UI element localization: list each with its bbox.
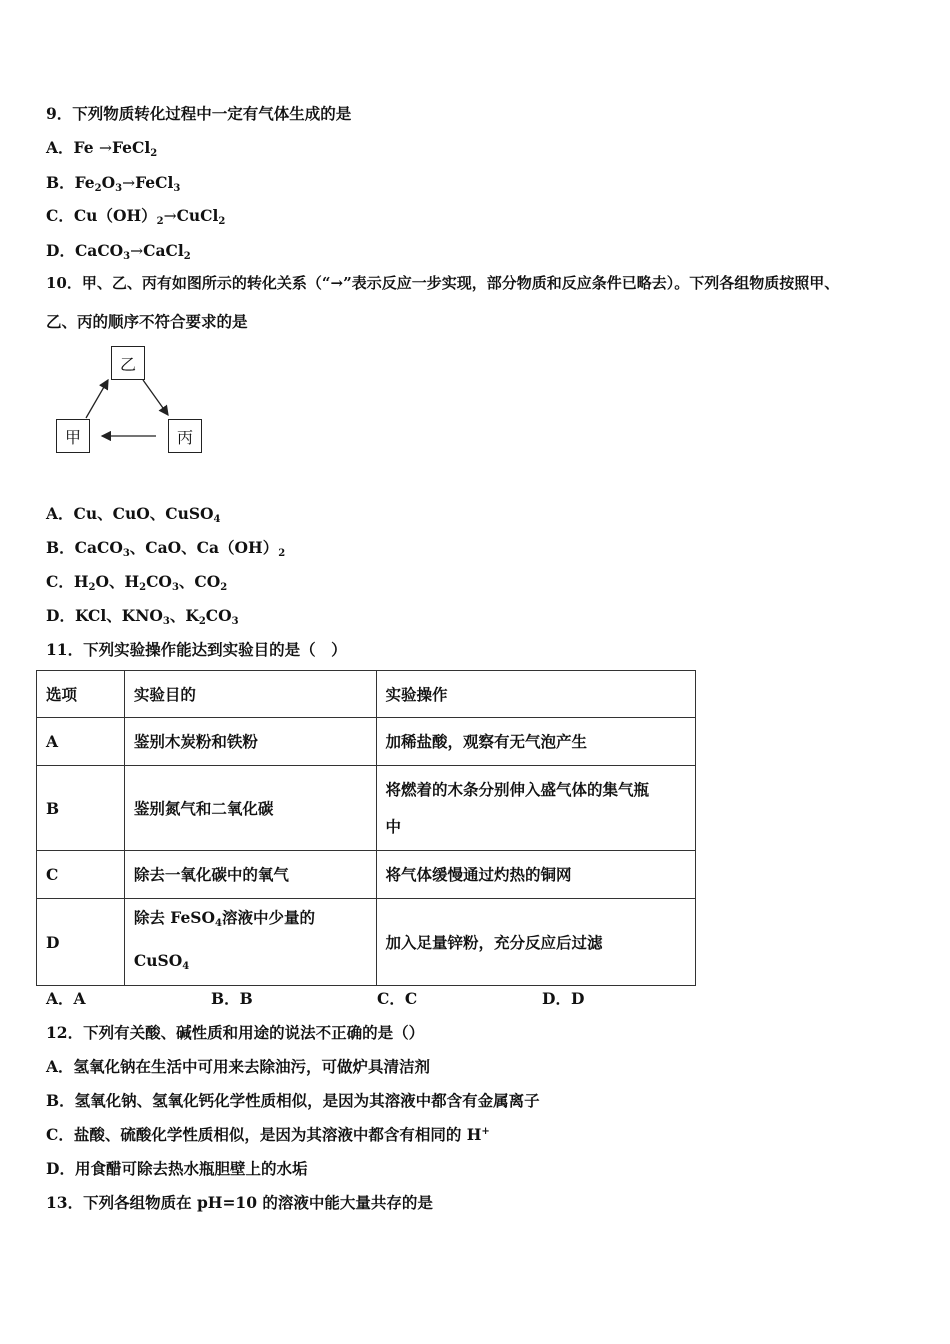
row-purpose: 除去一氧化碳中的氧气 [124,851,376,899]
experiment-table [36,670,696,986]
q12-option-d: D．用食醋可除去热水瓶胆壁上的水垢 [46,1159,308,1178]
node-yi: 乙 [111,346,145,380]
q10-option-b: B．CaCO$_3$、CaO、$Ca(OH)_2$ [46,538,286,559]
row-option: A [37,718,125,766]
q9-option-b: B．$Fe_2O_3\to FeCl_3$ [46,173,181,194]
node-bing: 丙 [168,419,202,453]
row-operation: 将气体缓慢通过灼热的铜网 [376,851,695,899]
q12-option-b: B．氢氧化钠、氢氧化钙化学性质相似，是因为其溶液中都含有金属离子 [46,1091,540,1110]
q10-option-a: A．Cu、CuO、CuSO$_4$ [46,504,221,525]
q10-stem-line1: 10．甲、乙、丙有如图所示的转化关系（“→”表示反应一步实现，部分物质和反应条件已略去）。下列各组物质按照甲、 [46,274,840,292]
q10-stem-line2: 乙、丙的顺序不符合要求的是 [46,312,248,331]
row-operation: 将燃着的木条分别伸入盛气体的集气瓶 中 [376,766,695,851]
q9-option-a: A．Fe →FeCl$_2$ [46,138,158,159]
table-row [37,851,696,899]
q11-stem: 11．下列实验操作能达到实验目的是（ ） [46,640,347,659]
header-option: 选项 [37,671,125,718]
arrow-yi-to-bing [143,380,168,415]
arrow-jia-to-yi [86,380,108,418]
row-option: B [37,766,125,851]
header-purpose: 实验目的 [124,671,376,718]
table-row [37,718,696,766]
q10-option-c: C．$H_2O$、$H_2CO_3$、$CO_2$ [46,572,228,593]
table-row [37,766,696,851]
header-operation: 实验操作 [376,671,695,718]
row-purpose: 除去 FeSO$_4$溶液中少量的 CuSO$_4$ [124,899,376,986]
row-operation: 加入足量锌粉，充分反应后过滤 [376,899,695,986]
q11-answer-b: B．B [211,989,253,1008]
table-header-row [37,671,696,718]
row-option: C [37,851,125,899]
row-purpose: 鉴别氮气和二氧化碳 [124,766,376,851]
q11-answer-a: A．A [46,989,86,1008]
table-row [37,899,696,986]
q12-option-c: C．盐酸、硫酸化学性质相似，是因为其溶液中都含有相同的 H+ [46,1125,490,1144]
q9-option-d: D．CaCO$_3$→CaCl$_2$ [46,241,191,262]
row-option: D [37,899,125,986]
q10-option-d: D．KCl、$KNO_3$、$K_2CO_3$ [46,606,239,627]
node-jia: 甲 [56,419,90,453]
q11-answer-c: C．C [377,989,418,1008]
q11-answers [46,987,646,1009]
row-purpose: 鉴别木炭粉和铁粉 [124,718,376,766]
q12-option-a: A．氢氧化钠在生活中可用来去除油污，可做炉具清洁剂 [46,1057,431,1076]
q9-stem: 9．下列物质转化过程中一定有气体生成的是 [46,104,352,123]
conversion-diagram [50,343,220,458]
q12-stem: 12．下列有关酸、碱性质和用途的说法不正确的是（） [46,1023,425,1042]
row-operation: 加稀盐酸，观察有无气泡产生 [376,718,695,766]
q11-answer-d: D．D [542,989,585,1008]
q9-option-c: C．$Cu(OH)_2\to CuCl_2$ [46,206,226,227]
q13-stem: 13．下列各组物质在 pH=10 的溶液中能大量共存的是 [46,1193,433,1212]
